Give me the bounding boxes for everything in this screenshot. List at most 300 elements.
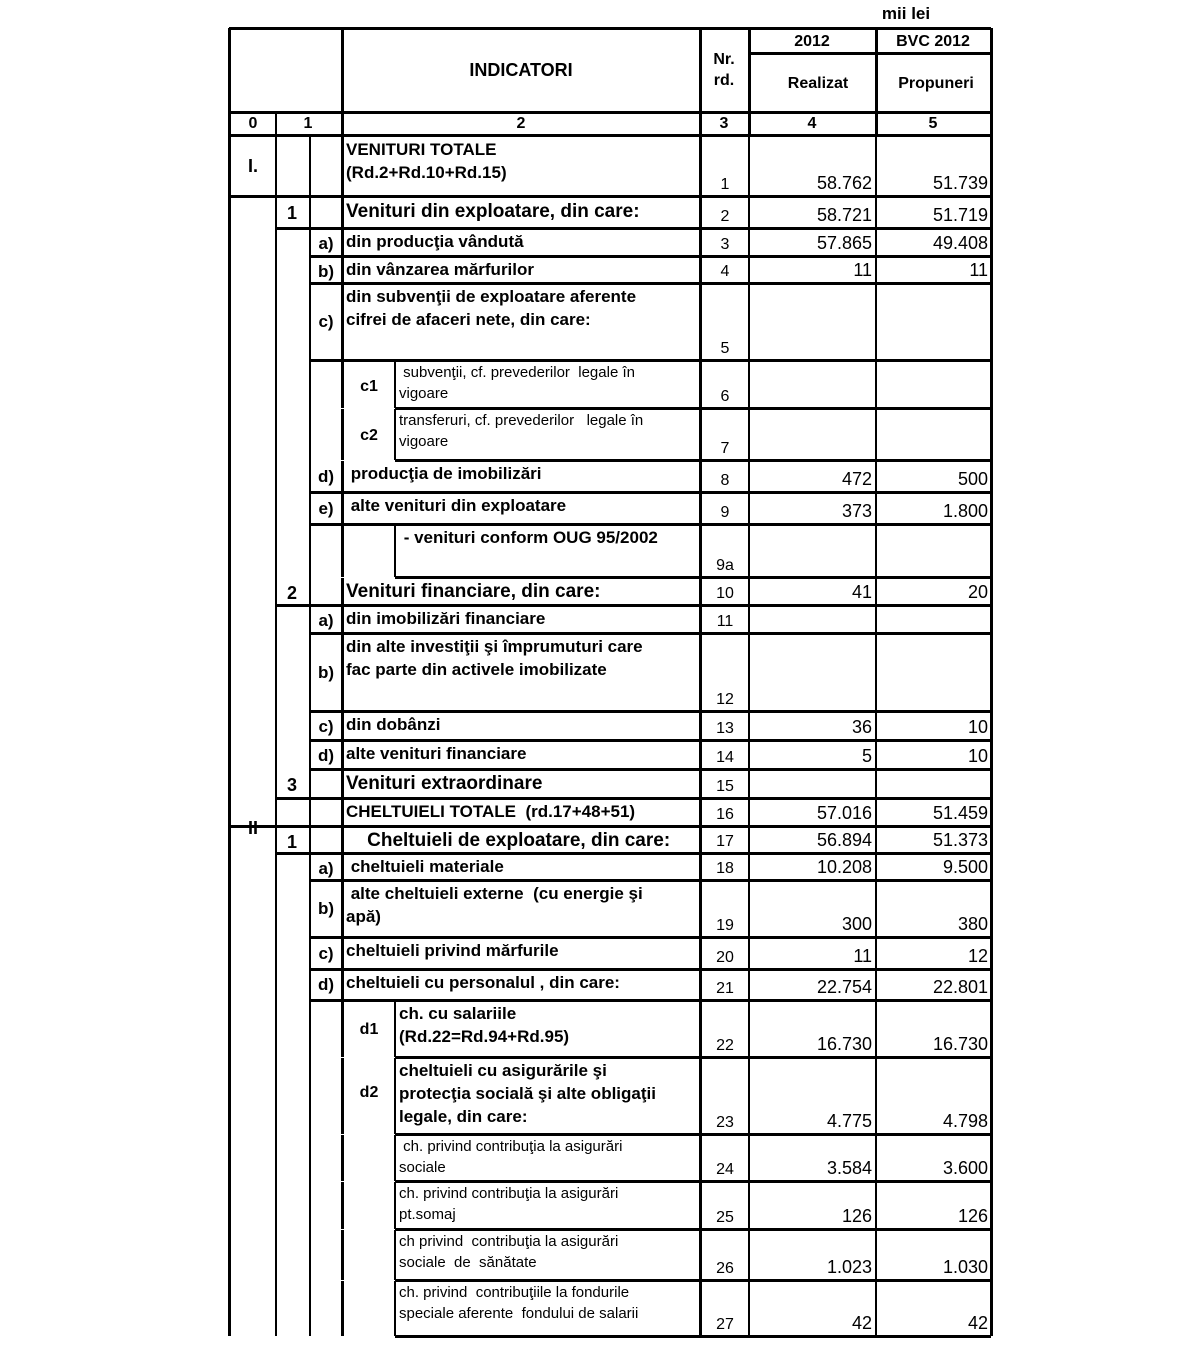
row-number: 1: [720, 176, 730, 193]
header-indicatori: INDICATORI: [469, 60, 573, 80]
grid-line: [748, 970, 750, 1000]
value-realizat: 3.584: [826, 1158, 872, 1178]
grid-line: [341, 799, 344, 826]
column-number-0: 0: [248, 115, 258, 132]
grid-line: [394, 525, 396, 577]
grid-line: [310, 710, 991, 713]
row-number: 9: [720, 504, 730, 521]
header-nr-line2: rd.: [713, 72, 735, 89]
row-code-letter: b): [317, 899, 335, 918]
grid-line: [394, 1001, 396, 1057]
grid-line: [699, 606, 702, 633]
row-code-letter: d): [317, 467, 335, 486]
grid-line: [276, 227, 991, 230]
row-label: (Rd.22=Rd.94+Rd.95): [399, 1027, 570, 1046]
row-label: ch privind contribuţia la asigurări: [399, 1233, 619, 1250]
grid-line: [341, 257, 344, 283]
row-label: legale, din care:: [399, 1107, 528, 1126]
grid-line: [875, 229, 877, 256]
grid-line: [341, 881, 344, 937]
grid-line: [275, 112, 277, 135]
grid-line: [748, 1230, 750, 1280]
header-col5-propuneri: Propuneri: [898, 75, 974, 92]
grid-line: [875, 1001, 877, 1057]
row-label: cheltuieli cu personalul , din care:: [346, 973, 620, 992]
grid-line: [310, 255, 991, 258]
row-number: 20: [716, 949, 734, 966]
grid-line: [341, 1182, 344, 1229]
value-realizat: 57.865: [816, 233, 872, 253]
grid-line: [341, 493, 344, 524]
grid-line: [699, 827, 702, 853]
grid-line: [394, 1230, 396, 1280]
row-number: 2: [720, 208, 730, 225]
row-label: fac parte din activele imobilizate: [346, 660, 607, 679]
grid-line: [875, 606, 877, 633]
grid-line: [341, 361, 344, 408]
column-number-2: 2: [516, 115, 526, 132]
grid-line: [341, 284, 344, 360]
row-number: 9a: [716, 557, 734, 574]
row-number: 21: [716, 980, 734, 997]
value-propuneri: 10: [967, 746, 988, 766]
grid-line: [310, 632, 991, 635]
row-label: cheltuieli privind mărfurile: [346, 941, 559, 960]
row-number: 12: [716, 691, 734, 708]
value-propuneri: 16.730: [932, 1034, 988, 1054]
row-label: alte venituri financiare: [346, 744, 527, 763]
row-number: 11: [716, 613, 734, 630]
grid-line: [341, 1135, 344, 1181]
grid-line: [875, 1230, 877, 1280]
grid-line: [699, 712, 702, 740]
value-realizat: 472: [841, 469, 872, 489]
grid-line: [875, 409, 877, 460]
grid-line: [395, 1228, 991, 1231]
grid-line: [310, 936, 991, 939]
header-col5-bvc: BVC 2012: [896, 33, 970, 50]
row-number: 26: [716, 1260, 734, 1277]
row-label: ch. cu salariile: [399, 1004, 517, 1023]
row-number: 5: [720, 340, 730, 357]
row-label: - venituri conform OUG 95/2002: [399, 528, 658, 547]
grid-line: [748, 361, 750, 408]
grid-line: [875, 970, 877, 1000]
grid-line: [309, 135, 311, 1336]
grid-line: [748, 1058, 750, 1134]
grid-line: [699, 198, 702, 228]
value-realizat: 5: [861, 746, 872, 766]
grid-line: [341, 578, 344, 605]
row-label: apă): [346, 907, 381, 926]
row-number: 6: [720, 388, 730, 405]
grid-line: [395, 1279, 991, 1282]
row-label: alte venituri din exploatare: [346, 496, 567, 515]
grid-line: [748, 799, 750, 826]
grid-line: [875, 198, 877, 228]
grid-line: [699, 137, 702, 196]
grid-line: [341, 827, 344, 853]
grid-line: [341, 770, 344, 798]
row-code-letter: c): [318, 312, 334, 331]
value-realizat: 11: [853, 946, 872, 966]
grid-line: [699, 1001, 702, 1057]
grid-line: [394, 1058, 396, 1134]
value-realizat: 57.016: [816, 803, 872, 823]
grid-line: [875, 770, 877, 798]
row-label: din vânzarea mărfurilor: [346, 260, 535, 279]
row-label: Venituri financiare, din care:: [346, 581, 601, 602]
grid-line: [341, 1058, 344, 1134]
row-number: 18: [716, 860, 734, 877]
row-label: ch. privind contribuţiile la fondurile: [399, 1284, 630, 1301]
grid-line: [395, 1133, 991, 1136]
grid-line: [748, 827, 750, 853]
row-label: transferuri, cf. prevederilor legale în: [399, 412, 644, 429]
grid-line: [699, 493, 702, 524]
row-number: 16: [716, 806, 734, 823]
grid-line: [394, 1281, 396, 1336]
grid-line: [275, 135, 277, 1336]
row-code-letter: a): [318, 611, 334, 630]
grid-line: [699, 28, 702, 135]
grid-line: [341, 712, 344, 740]
grid-line: [341, 634, 344, 711]
row-label: sociale de sănătate: [399, 1254, 537, 1271]
grid-line: [748, 1182, 750, 1229]
row-code-roman: II: [247, 818, 259, 838]
grid-line: [394, 1182, 396, 1229]
value-propuneri: 1.030: [942, 1257, 988, 1277]
grid-line: [875, 137, 877, 196]
grid-line: [748, 712, 750, 740]
value-realizat: 56.894: [816, 830, 872, 850]
grid-line: [341, 1281, 344, 1336]
row-label: VENITURI TOTALE: [346, 140, 497, 159]
row-code-number: 2: [286, 583, 298, 603]
row-number: 3: [720, 236, 730, 253]
grid-line: [394, 1135, 396, 1181]
grid-line: [875, 938, 877, 969]
row-code-letter: c): [318, 944, 334, 963]
grid-line: [748, 137, 750, 196]
grid-line: [875, 284, 877, 360]
grid-line: [748, 1001, 750, 1057]
row-code-letter: d): [317, 975, 335, 994]
value-realizat: 16.730: [816, 1034, 872, 1054]
grid-line: [748, 229, 750, 256]
grid-line: [276, 852, 991, 855]
grid-line: [341, 409, 344, 460]
grid-line: [875, 257, 877, 283]
grid-line: [748, 1135, 750, 1181]
grid-line: [341, 461, 344, 492]
row-label: cheltuieli materiale: [346, 857, 504, 876]
row-label: speciale aferente fondului de salarii: [399, 1305, 639, 1322]
value-realizat: 58.721: [816, 205, 872, 225]
grid-line: [276, 797, 991, 800]
row-label: din subvenţii de exploatare aferente: [346, 287, 637, 306]
grid-line: [310, 491, 991, 494]
grid-line: [748, 854, 750, 880]
grid-line: [875, 461, 877, 492]
header-col4-year: 2012: [794, 33, 830, 50]
grid-line: [748, 257, 750, 283]
grid-line: [699, 938, 702, 969]
row-label: alte cheltuieli externe (cu energie şi: [346, 884, 643, 903]
grid-line: [875, 1058, 877, 1134]
grid-line: [699, 1058, 702, 1134]
value-realizat: 1.023: [826, 1257, 872, 1277]
column-number-5: 5: [928, 115, 938, 132]
value-propuneri: 380: [957, 914, 988, 934]
grid-line: [699, 229, 702, 256]
grid-line: [875, 881, 877, 937]
value-propuneri: 11: [969, 260, 988, 280]
value-propuneri: 51.373: [932, 830, 988, 850]
grid-line: [341, 525, 344, 577]
value-realizat: 10.208: [816, 857, 872, 877]
grid-line: [699, 461, 702, 492]
grid-line: [395, 1056, 991, 1059]
grid-line: [341, 938, 344, 969]
row-number: 13: [716, 720, 734, 737]
row-number: 24: [716, 1161, 734, 1178]
row-number: 27: [716, 1316, 734, 1333]
value-propuneri: 3.600: [942, 1158, 988, 1178]
row-label: Venituri din exploatare, din care:: [346, 201, 640, 222]
row-label: sociale: [399, 1159, 446, 1176]
column-number-1: 1: [303, 115, 313, 132]
row-label: din alte investiţii şi împrumuturi care: [346, 637, 643, 656]
grid-line: [875, 712, 877, 740]
row-label: protecţia socială şi alte obligaţii: [399, 1084, 656, 1103]
grid-line: [699, 741, 702, 769]
value-propuneri: 4.798: [942, 1111, 988, 1131]
row-code-sub: c2: [360, 427, 378, 444]
row-label: cheltuieli cu asigurările şi: [399, 1061, 607, 1080]
value-realizat: 22.754: [816, 977, 872, 997]
grid-line: [875, 827, 877, 853]
grid-line: [990, 28, 993, 1336]
grid-line: [699, 634, 702, 711]
row-code-letter: e): [318, 499, 334, 518]
grid-line: [699, 854, 702, 880]
grid-line: [748, 578, 750, 605]
value-propuneri: 22.801: [932, 977, 988, 997]
grid-line: [310, 282, 991, 285]
value-propuneri: 500: [957, 469, 988, 489]
value-propuneri: 51.739: [932, 173, 988, 193]
grid-line: [699, 409, 702, 460]
value-realizat: 42: [851, 1313, 872, 1333]
row-label: ch. privind contribuţia la asigurări: [399, 1185, 619, 1202]
grid-line: [395, 407, 991, 410]
row-number: 8: [720, 472, 730, 489]
grid-line: [310, 879, 991, 882]
row-label: (Rd.2+Rd.10+Rd.15): [346, 163, 507, 182]
grid-line: [341, 137, 344, 196]
grid-line: [748, 525, 750, 577]
grid-line: [310, 523, 991, 526]
grid-line: [748, 198, 750, 228]
grid-line: [875, 854, 877, 880]
grid-line: [395, 1180, 991, 1183]
grid-line: [748, 938, 750, 969]
grid-line: [748, 634, 750, 711]
grid-line: [699, 970, 702, 1000]
value-realizat: 41: [851, 582, 872, 602]
grid-line: [699, 257, 702, 283]
grid-line: [699, 799, 702, 826]
value-realizat: 126: [841, 1206, 872, 1226]
row-label: cifrei de afaceri nete, din care:: [346, 310, 591, 329]
grid-line: [276, 604, 991, 607]
row-label: CHELTUIELI TOTALE (rd.17+48+51): [346, 802, 636, 821]
grid-line: [699, 284, 702, 360]
row-number: 15: [716, 778, 734, 795]
unit-label: mii lei: [881, 4, 931, 23]
row-code-letter: b): [317, 663, 335, 682]
grid-line: [699, 881, 702, 937]
row-code-letter: a): [318, 234, 334, 253]
row-code-number: 1: [286, 832, 298, 852]
grid-line: [341, 198, 344, 228]
row-label: producţia de imobilizări: [346, 464, 542, 483]
grid-line: [748, 284, 750, 360]
row-label: pt.somaj: [399, 1206, 456, 1223]
row-number: 19: [716, 917, 734, 934]
grid-line: [699, 525, 702, 577]
row-label: vigoare: [399, 385, 449, 402]
grid-line: [748, 881, 750, 937]
row-code-roman: I.: [247, 156, 259, 176]
grid-line: [875, 741, 877, 769]
value-propuneri: 12: [967, 946, 988, 966]
grid-line: [228, 28, 231, 1336]
grid-line: [699, 578, 702, 605]
value-realizat: 300: [841, 914, 872, 934]
grid-line: [341, 229, 344, 256]
value-propuneri: 10: [967, 717, 988, 737]
grid-line: [341, 1001, 344, 1057]
grid-line: [394, 361, 396, 408]
value-propuneri: 42: [967, 1313, 988, 1333]
grid-line: [875, 1135, 877, 1181]
row-label: vigoare: [399, 433, 449, 450]
grid-line: [875, 361, 877, 408]
grid-line: [748, 770, 750, 798]
row-code-sub: c1: [360, 378, 378, 395]
row-code-letter: c): [318, 717, 334, 736]
row-label: subvenţii, cf. prevederilor legale în: [399, 364, 635, 381]
grid-line: [341, 28, 344, 135]
grid-line: [748, 741, 750, 769]
value-realizat: 58.762: [816, 173, 872, 193]
grid-line: [748, 606, 750, 633]
grid-line: [310, 359, 991, 362]
row-code-letter: a): [318, 859, 334, 878]
value-propuneri: 51.719: [932, 205, 988, 225]
grid-line: [748, 1281, 750, 1336]
grid-line: [394, 409, 396, 460]
row-number: 17: [716, 833, 734, 850]
grid-line: [748, 28, 751, 135]
header-col4-realizat: Realizat: [787, 75, 849, 92]
row-code-sub: d1: [359, 1021, 379, 1038]
value-realizat: 373: [841, 501, 872, 521]
header-nr-line1: Nr.: [713, 51, 735, 68]
value-propuneri: 126: [957, 1206, 988, 1226]
row-label: ch. privind contribuţia la asigurări: [399, 1138, 623, 1155]
grid-line: [699, 1135, 702, 1181]
grid-line: [395, 459, 991, 462]
grid-line: [699, 1182, 702, 1229]
grid-line: [310, 739, 991, 742]
row-number: 14: [716, 749, 734, 766]
row-label: din producţia vândută: [346, 232, 524, 251]
grid-line: [395, 1335, 991, 1338]
grid-line: [748, 461, 750, 492]
column-number-4: 4: [807, 115, 817, 132]
row-code-number: 3: [286, 775, 298, 795]
grid-line: [395, 576, 991, 579]
grid-line: [341, 970, 344, 1000]
value-propuneri: 51.459: [932, 803, 988, 823]
row-number: 4: [720, 263, 730, 280]
row-code-number: 1: [286, 203, 298, 223]
column-number-3: 3: [719, 115, 729, 132]
row-label: din dobânzi: [346, 715, 441, 734]
grid-line: [749, 52, 991, 55]
row-label: Cheltuieli de exploatare, din care:: [346, 830, 671, 851]
grid-line: [875, 634, 877, 711]
grid-line: [748, 493, 750, 524]
value-propuneri: 20: [967, 582, 988, 602]
value-propuneri: 9.500: [942, 857, 988, 877]
value-propuneri: 49.408: [932, 233, 988, 253]
row-code-sub: d2: [359, 1084, 379, 1101]
grid-line: [875, 799, 877, 826]
grid-line: [699, 361, 702, 408]
grid-line: [748, 409, 750, 460]
row-code-letter: d): [317, 746, 335, 765]
row-number: 7: [720, 440, 730, 457]
value-propuneri: 1.800: [942, 501, 988, 521]
row-number: 10: [716, 585, 734, 602]
grid-line: [699, 1281, 702, 1336]
grid-line: [699, 1230, 702, 1280]
value-realizat: 4.775: [826, 1111, 872, 1131]
grid-line: [310, 768, 991, 771]
grid-line: [341, 606, 344, 633]
grid-line: [341, 854, 344, 880]
grid-line: [875, 525, 877, 577]
grid-line: [310, 999, 991, 1002]
grid-line: [875, 1182, 877, 1229]
grid-line: [875, 28, 878, 135]
row-number: 23: [716, 1114, 734, 1131]
grid-line: [875, 1281, 877, 1336]
row-code-letter: b): [317, 262, 335, 281]
grid-line: [341, 741, 344, 769]
row-number: 25: [716, 1209, 734, 1226]
grid-line: [341, 1230, 344, 1280]
row-label: Venituri extraordinare: [346, 773, 543, 794]
value-realizat: 36: [851, 717, 872, 737]
row-label: din imobilizări financiare: [346, 609, 546, 628]
grid-line: [310, 968, 991, 971]
